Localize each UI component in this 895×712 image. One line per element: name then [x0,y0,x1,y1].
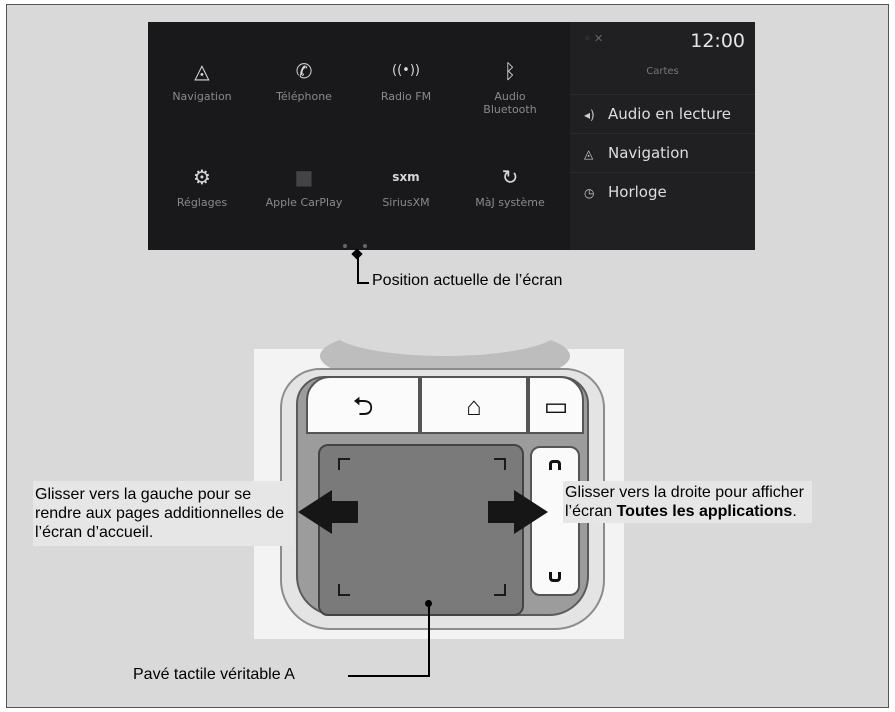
widget-title: Cartes [646,66,679,77]
radio-icon: ((•)) [392,63,420,78]
gear-icon: ⚙ [193,165,211,189]
siriusxm-icon: sxm [392,170,420,184]
app-siriusxm[interactable] [356,162,456,209]
navigation-icon: ◬ [194,59,210,83]
app-reglages[interactable] [152,162,252,209]
view-button[interactable] [528,376,584,434]
app-label: Apple CarPlay [265,196,343,209]
page-dot [363,244,367,248]
swipe-left-arrow-icon [298,490,332,534]
swipe-left-caption: Glisser vers la gauche pour se rendre aux pages additionnelles de l’écran d’accueil. [33,481,293,546]
touchpad-corner-mark [338,584,350,596]
bluetooth-icon: ᛒ [504,59,516,83]
callout-line [348,675,430,677]
app-label: Audio Bluetooth [483,90,537,116]
app-label: SiriusXM [382,196,430,209]
caption-text: Glisser vers la droite pour afficher l’écran [565,484,804,520]
scroll-up-icon [549,460,561,470]
view-icon: ▭ [543,391,569,421]
page-dot [343,244,347,248]
app-audio-bluetooth[interactable] [460,56,560,116]
app-navigation[interactable] [152,56,252,103]
phone-icon: ✆ [295,59,313,83]
touchpad-corner-mark [494,584,506,596]
page-indicator [343,243,373,249]
speaker-icon: ◂) [584,108,595,122]
home-button[interactable] [420,376,528,434]
widget-audio-playing[interactable] [570,94,755,133]
touchpad-caption: Pavé tactile véritable A [133,666,295,683]
app-maj-systeme[interactable] [460,162,560,209]
widget-navigation[interactable] [570,133,755,172]
app-label: Navigation [172,90,232,103]
clock-icon: ◷ [584,186,595,200]
widget-label: Horloge [608,183,667,201]
app-grid [148,22,568,250]
caption-bold-text: Toutes les applications [616,503,793,520]
app-label: MàJ système [475,196,545,209]
app-telephone[interactable] [254,56,354,103]
callout-line [357,255,369,284]
home-screen [148,22,755,250]
swipe-right-arrow-icon [488,501,516,523]
app-label: Réglages [176,196,228,209]
controller-knob-shadow [332,306,558,356]
touchpad-corner-mark [494,458,506,470]
app-label: Radio FM [380,90,432,103]
widget-clock[interactable] [570,172,755,211]
back-button[interactable] [306,376,420,434]
carplay-icon: ■ [294,165,314,189]
app-apple-carplay[interactable] [254,162,354,209]
scroll-down-icon [549,572,561,582]
swipe-right-caption [563,481,812,523]
widget-panel [570,22,755,250]
widget-label: Navigation [608,144,689,162]
navigation-icon: ◬ [584,147,594,161]
app-radio-fm[interactable] [356,56,456,103]
screen-position-caption: Position actuelle de l’écran [372,272,563,289]
back-icon: ⮌ [352,391,374,421]
clock-display: 12:00 [690,30,745,52]
touchpad-corner-mark [338,458,350,470]
swipe-left-arrow-icon [330,501,358,523]
caption-text: . [792,503,797,520]
callout-line [428,604,430,676]
refresh-icon: ↻ [501,165,519,189]
widget-label: Audio en lecture [608,105,732,123]
home-icon: ⌂ [466,391,482,421]
app-label: Téléphone [276,90,332,103]
status-icons: ◦ ✕ [584,32,604,45]
swipe-right-arrow-icon [514,490,548,534]
